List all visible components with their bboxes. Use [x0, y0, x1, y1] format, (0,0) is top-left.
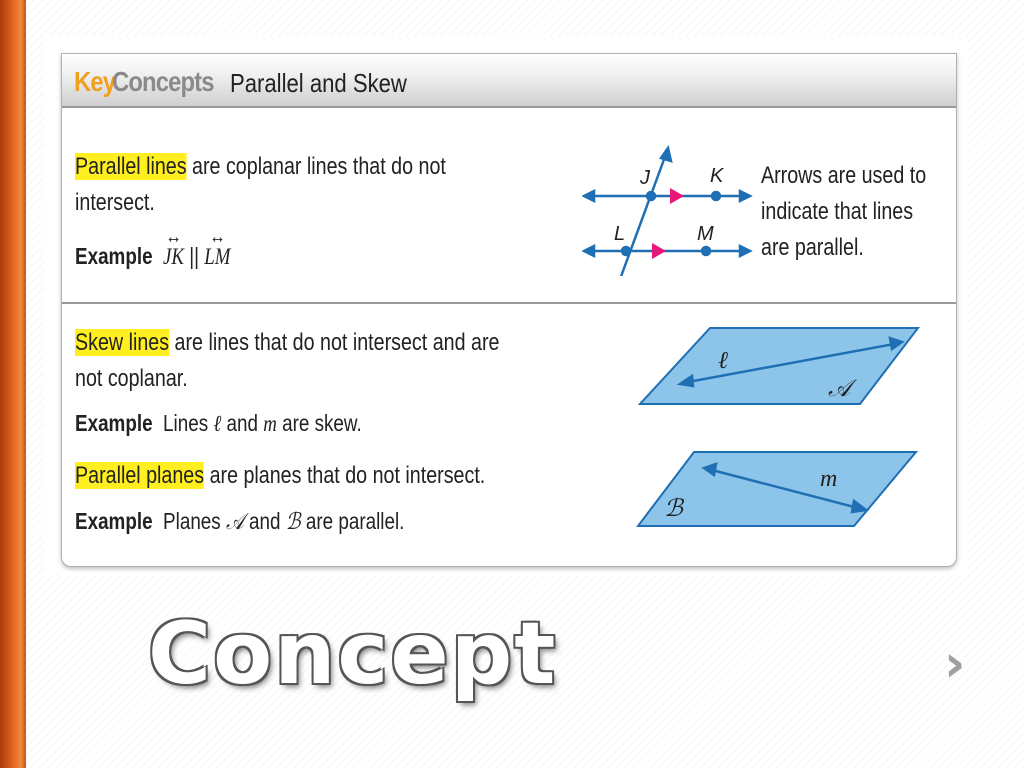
line-l-label: ℓ [718, 348, 728, 374]
parallel-lines-def-1: are coplanar lines that do not [186, 153, 446, 180]
side-accent-bar [0, 0, 26, 768]
example-label: Example [75, 508, 153, 534]
example-label: Example [75, 410, 153, 436]
planes-example-mid: and [243, 508, 286, 534]
parallel-lines-def-2: intersect. [75, 189, 155, 216]
header-title: Parallel and Skew [230, 68, 407, 98]
key-concepts-figure [44, 36, 968, 576]
line-m-label: m [820, 466, 838, 492]
parallel-note-2: indicate that lines [761, 198, 914, 225]
parallel-note-3: are parallel. [761, 234, 864, 261]
point-l-label: L [614, 223, 626, 245]
skew-lines-diagram [632, 324, 922, 414]
parallel-arrow-marker [670, 188, 684, 204]
arrowhead-left [584, 191, 594, 201]
plane-a-symbol: 𝒜 [225, 509, 244, 534]
section-divider [62, 302, 956, 304]
parallel-arrow-marker [652, 243, 666, 259]
plane-b-label: ℬ [664, 496, 683, 522]
point-m-dot [702, 247, 710, 255]
point-m-label: M [697, 223, 714, 245]
parallel-lines-definition [75, 149, 446, 185]
example-label: Example [75, 243, 153, 269]
skew-lines-def-2: not coplanar. [75, 365, 188, 392]
parallel-planes-diagram [632, 450, 922, 532]
skew-example-post: are skew. [276, 410, 362, 436]
skew-lines-example [75, 405, 362, 442]
arrowhead-right [740, 191, 750, 201]
parallel-planes-definition [75, 458, 485, 494]
point-l-dot [622, 247, 630, 255]
planes-example-pre: Planes [163, 508, 226, 534]
parallel-planes-example [75, 503, 404, 540]
next-slide-chevron-icon[interactable]: › [944, 634, 966, 694]
header-concepts: Concepts [112, 66, 214, 97]
line-m-symbol: m [263, 411, 277, 436]
slide-title: Concept [148, 604, 558, 704]
arrowhead-up [661, 148, 671, 161]
plane-b-symbol: ℬ [285, 509, 301, 534]
parallel-lines-term: Parallel lines [75, 153, 187, 180]
skew-lines-definition [75, 325, 499, 361]
parallel-lines-diagram [582, 136, 772, 276]
header-key: Key [74, 66, 116, 97]
card-header [62, 54, 956, 108]
arrowhead-left [584, 246, 594, 256]
point-k-dot [712, 192, 720, 200]
parallel-planes-def: are planes that do not intersect. [204, 462, 486, 489]
skew-lines-def-1: are lines that do not intersect and are [169, 329, 500, 356]
plane-a-label: 𝒜 [828, 376, 851, 402]
arrowhead-right [740, 246, 750, 256]
skew-lines-term: Skew lines [75, 329, 170, 356]
line-l-symbol: ℓ [213, 411, 222, 436]
point-k-label: K [710, 165, 724, 187]
parallel-lines-example [75, 238, 231, 275]
skew-example-mid: and [221, 410, 264, 436]
line-lm: ↔ LM [204, 239, 230, 275]
parallel-note-1: Arrows are used to [761, 162, 927, 189]
skew-example-pre: Lines [163, 410, 214, 436]
parallel-symbol: || [184, 243, 205, 269]
point-j-dot [647, 192, 655, 200]
transversal-line [612, 154, 666, 276]
planes-example-post: are parallel. [300, 508, 405, 534]
key-concepts-card [61, 53, 957, 567]
parallel-planes-term: Parallel planes [75, 462, 205, 489]
point-j-label: J [640, 167, 650, 189]
line-jk: ↔ JK [163, 239, 184, 275]
